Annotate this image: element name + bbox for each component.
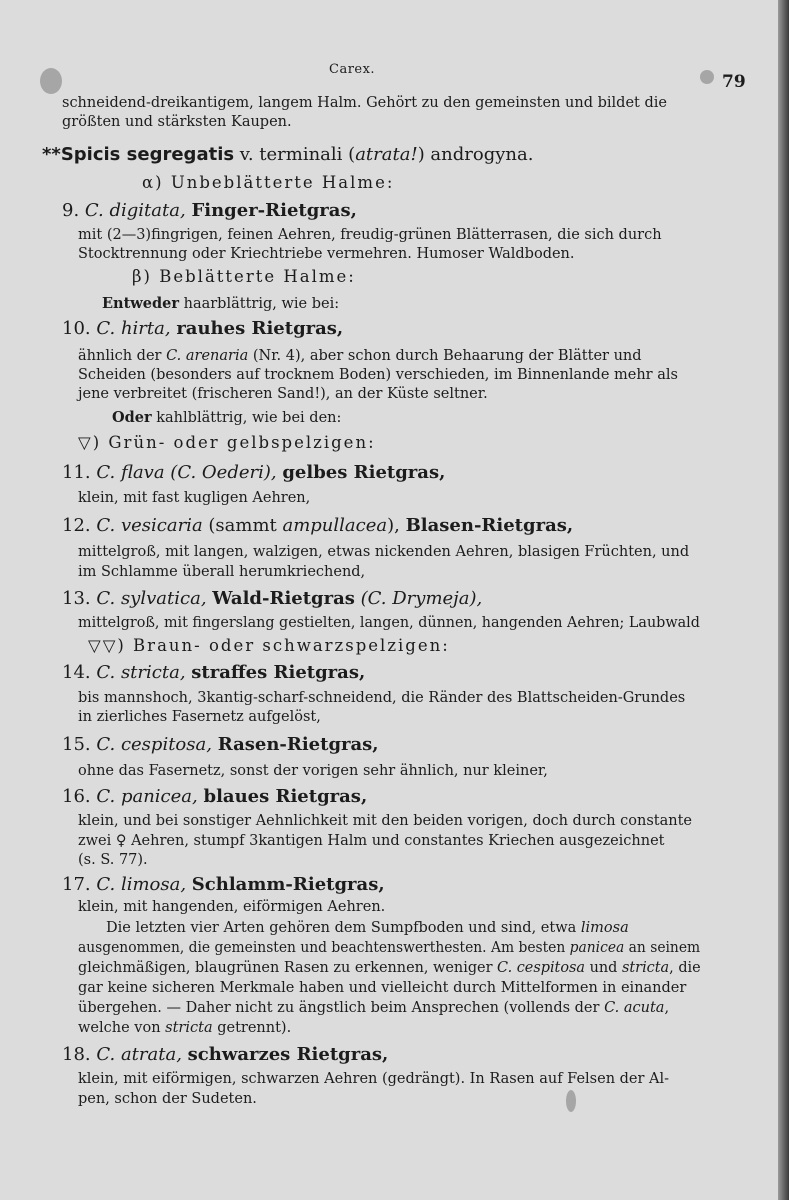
- entry-heading: [62, 318, 343, 340]
- ink-stain: [40, 68, 62, 94]
- latin-name: C. sylvatica,: [96, 588, 207, 609]
- entry-number: 16.: [62, 786, 91, 807]
- subheading: ▽) Grün- oder gelbspelzigen:: [78, 433, 376, 452]
- latin-name: C. limosa,: [96, 874, 187, 895]
- german-name: gelbes Rietgras,: [282, 462, 446, 483]
- text: welche von: [78, 1020, 166, 1036]
- ink-stain: [566, 1090, 576, 1112]
- latin-name: C. cespitosa: [497, 960, 586, 976]
- emphasis: Entweder: [102, 295, 180, 312]
- text: , die: [669, 960, 701, 976]
- text-line: jene verbreitet (frischeren Sand!), an der Küste seltner.: [78, 386, 488, 402]
- text-line: schneidend-dreikantigem, langem Halm. Gehört zu den gemeinsten und bildet die: [62, 95, 667, 111]
- text: kahlblättrig, wie bei den:: [151, 410, 342, 426]
- text-line: [112, 409, 341, 427]
- entry-number: 9.: [62, 200, 80, 221]
- text: gleichmäßigen, blaugrünen Rasen zu erkennen, weniger: [78, 960, 498, 976]
- text-line: mittelgroß, mit fingerslang gestielten, langen, dünnen, hangenden Aehren; Laubwald: [78, 615, 700, 631]
- entry-number: 14.: [62, 662, 91, 683]
- german-name: blaues Rietgras,: [203, 786, 368, 807]
- latin-name: panicea: [569, 940, 625, 956]
- text-line: gar keine sicheren Merkmale haben und vielleicht durch Mittelformen in einander: [78, 980, 687, 996]
- text: (Nr. 4), aber schon durch Behaarung der Blätter und: [248, 348, 642, 364]
- text-line: klein, mit eiförmigen, schwarzen Aehren (gedrängt). In Rasen auf Felsen der Al-: [78, 1071, 670, 1087]
- text: ),: [387, 515, 406, 536]
- entry-heading: [62, 200, 357, 222]
- text: ausgenommen, die gemeinsten und beachtenswerthesten. Am besten: [78, 940, 570, 956]
- text: übergehen. — Daher nicht zu ängstlich beim Ansprechen (vollends der: [78, 1000, 605, 1016]
- latin-name: C. acuta: [604, 1000, 665, 1016]
- entry-heading: [62, 1044, 388, 1066]
- text-line: im Schlamme überall herumkriechend,: [78, 564, 366, 580]
- page-edge: [778, 0, 789, 1200]
- subheading: α) Unbeblätterte Halme:: [142, 173, 395, 192]
- emphasis: Oder: [112, 409, 152, 426]
- text-line: größten und stärksten Kaupen.: [62, 114, 292, 130]
- text-line: Scheiden (besonders auf trocknem Boden) verschieden, im Binnenlande mehr als: [78, 367, 678, 383]
- text-line: pen, schon der Sudeten.: [78, 1091, 257, 1107]
- entry-number: 15.: [62, 734, 91, 755]
- entry-heading: [62, 462, 445, 484]
- text-line: mit (2—3)fingrigen, feinen Aehren, freudig-grünen Blätterrasen, die sich durch: [78, 227, 662, 243]
- text-line: [78, 959, 701, 977]
- text-line: Stocktrennung oder Kriechtriebe vermehren. Humoser Waldboden.: [78, 246, 575, 262]
- latin-name: stricta: [165, 1020, 213, 1036]
- latin-name: C. atrata,: [96, 1044, 182, 1065]
- entry-heading: [62, 874, 385, 896]
- latin-name: C. digitata,: [84, 200, 186, 221]
- entry-heading: [62, 786, 367, 808]
- text-line: bis mannshoch, 3kantig-scharf-schneidend, die Ränder des Blattscheiden-Grundes: [78, 690, 686, 706]
- heading-text: v. terminali (: [234, 144, 356, 165]
- latin-name: C. panicea,: [96, 786, 198, 807]
- latin-name: C. vesicaria: [96, 515, 203, 536]
- text-line: [106, 919, 629, 937]
- heading-text: ) androgyna.: [417, 144, 534, 165]
- ink-stain: [700, 70, 714, 84]
- entry-number: 10.: [62, 318, 91, 339]
- entry-heading: [62, 734, 379, 756]
- latin-name: ampullacea: [282, 515, 388, 536]
- entry-heading: [62, 662, 365, 684]
- german-name: schwarzes Rietgras,: [187, 1044, 389, 1065]
- latin-name: C. stricta,: [96, 662, 186, 683]
- text: (sammt: [202, 515, 283, 536]
- german-name: Finger-Rietgras,: [191, 200, 357, 221]
- entry-heading: [62, 588, 482, 610]
- german-name: Rasen-Rietgras,: [217, 734, 379, 755]
- latin-name: (C. Drymeja),: [354, 588, 483, 609]
- text: ähnlich der: [78, 348, 167, 364]
- text: an seinem: [624, 940, 701, 956]
- german-name: straffes Rietgras,: [191, 662, 366, 683]
- entry-number: 12.: [62, 515, 91, 536]
- latin-name: limosa: [580, 920, 629, 936]
- german-name: Blasen-Rietgras,: [405, 515, 574, 536]
- heading-italic: atrata!: [355, 144, 418, 165]
- german-name: Schlamm-Rietgras,: [191, 874, 385, 895]
- latin-name: stricta: [621, 960, 670, 976]
- latin-name: C. cespitosa,: [96, 734, 212, 755]
- text-line: ohne das Fasernetz, sonst der vorigen sehr ähnlich, nur kleiner,: [78, 763, 548, 779]
- latin-name: C. arenaria: [166, 348, 249, 364]
- entry-number: 13.: [62, 588, 91, 609]
- subheading: β) Beblätterte Halme:: [132, 267, 356, 286]
- text-line: [102, 295, 339, 313]
- text: ,: [664, 1000, 670, 1016]
- text: getrennt).: [212, 1020, 292, 1036]
- text: haarblättrig, wie bei:: [179, 296, 340, 312]
- text-line: mittelgroß, mit langen, walzigen, etwas nickenden Aehren, blasigen Früchten, und: [78, 544, 690, 560]
- text-line: [78, 939, 700, 957]
- text-line: (s. S. 77).: [78, 852, 148, 868]
- page-number: 79: [722, 72, 746, 92]
- text-line: klein, mit fast kugligen Aehren,: [78, 490, 311, 506]
- text-line: [78, 347, 642, 365]
- german-name: rauhes Rietgras,: [176, 318, 344, 339]
- text: Die letzten vier Arten gehören dem Sumpfboden und sind, etwa: [106, 920, 581, 936]
- latin-name: C. hirta,: [96, 318, 171, 339]
- text-line: [78, 1019, 291, 1037]
- text-line: klein, mit hangenden, eiförmigen Aehren.: [78, 899, 386, 915]
- section-heading: [42, 144, 533, 166]
- text-line: [78, 999, 669, 1017]
- running-title: Carex.: [329, 62, 376, 77]
- entry-number: 18.: [62, 1044, 91, 1065]
- text-line: in zierliches Fasernetz aufgelöst,: [78, 709, 321, 725]
- entry-number: 11.: [62, 462, 91, 483]
- heading-latin: **Spicis segregatis: [42, 144, 235, 165]
- german-name: Wald-Rietgras: [212, 588, 355, 609]
- entry-heading: [62, 515, 573, 537]
- latin-name: C. flava (C. Oederi),: [96, 462, 277, 483]
- text-line: zwei ♀ Aehren, stumpf 3kantigen Halm und constantes Kriechen ausgezeichnet: [78, 833, 665, 849]
- text-line: klein, und bei sonstiger Aehnlichkeit mit den beiden vorigen, doch durch constante: [78, 813, 693, 829]
- entry-number: 17.: [62, 874, 91, 895]
- subheading: ▽▽) Braun- oder schwarzspelzigen:: [88, 636, 450, 655]
- text: und: [585, 960, 622, 976]
